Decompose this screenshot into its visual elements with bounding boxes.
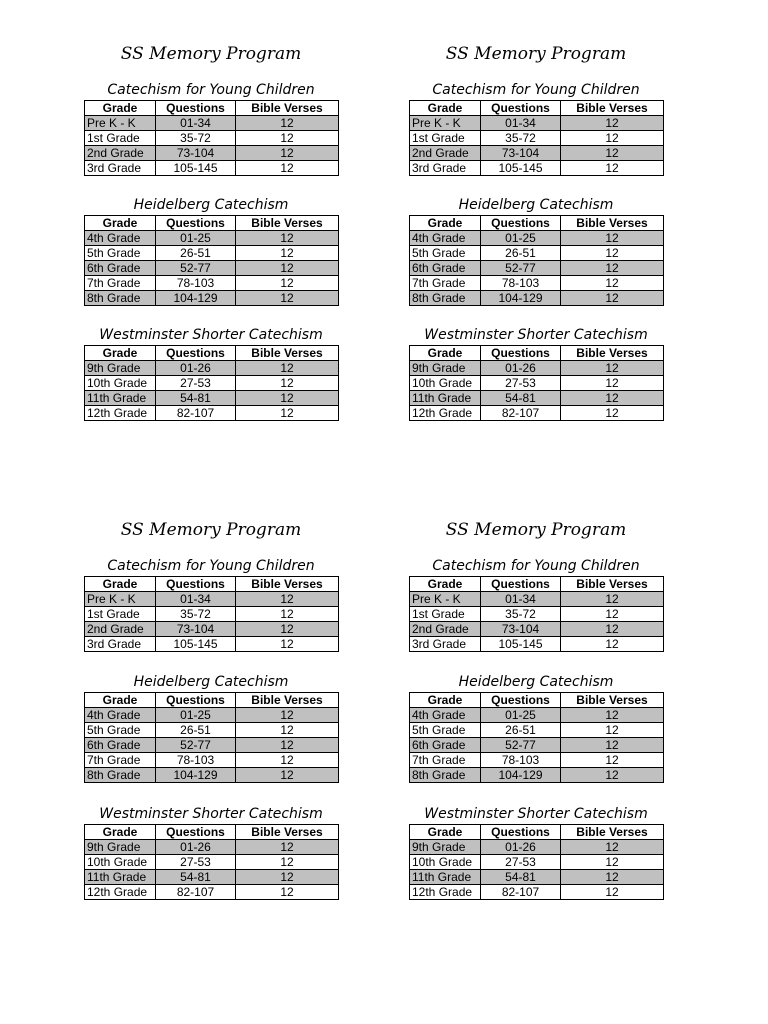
table-row bbox=[85, 391, 339, 406]
grade-cell: 4th Grade bbox=[410, 231, 481, 246]
questions-cell: 01-34 bbox=[481, 116, 561, 131]
questions-cell: 54-81 bbox=[481, 391, 561, 406]
header-grade: Grade bbox=[85, 825, 156, 840]
grade-cell: 5th Grade bbox=[410, 723, 481, 738]
header-grade: Grade bbox=[85, 346, 156, 361]
grade-cell: 1st Grade bbox=[85, 607, 156, 622]
verses-cell: 12 bbox=[561, 855, 664, 870]
questions-cell: 78-103 bbox=[481, 276, 561, 291]
verses-cell: 12 bbox=[236, 840, 339, 855]
header-questions: Questions bbox=[481, 346, 561, 361]
table-row bbox=[410, 376, 664, 391]
table-row bbox=[85, 637, 339, 652]
verses-cell: 12 bbox=[236, 116, 339, 131]
card-title: SS Memory Program bbox=[120, 44, 302, 64]
header-questions: Questions bbox=[481, 693, 561, 708]
questions-cell: 35-72 bbox=[156, 607, 236, 622]
table-row bbox=[85, 231, 339, 246]
verses-cell: 12 bbox=[236, 723, 339, 738]
grade-cell: 3rd Grade bbox=[410, 161, 481, 176]
table-header-row bbox=[85, 577, 339, 592]
header-grade: Grade bbox=[410, 693, 481, 708]
questions-cell: 105-145 bbox=[156, 161, 236, 176]
verses-cell: 12 bbox=[236, 161, 339, 176]
table-row bbox=[85, 840, 339, 855]
catechism-table bbox=[409, 824, 664, 900]
catechism-table bbox=[84, 824, 339, 900]
header-questions: Questions bbox=[481, 101, 561, 116]
grade-cell: 11th Grade bbox=[85, 391, 156, 406]
section-title: Catechism for Young Children bbox=[432, 82, 640, 98]
table-row bbox=[85, 753, 339, 768]
table-row bbox=[410, 708, 664, 723]
header-bible-verses: Bible Verses bbox=[236, 346, 339, 361]
catechism-section bbox=[84, 325, 338, 421]
verses-cell: 12 bbox=[561, 391, 664, 406]
section-title: Westminster Shorter Catechism bbox=[424, 327, 648, 343]
table-header-row bbox=[85, 346, 339, 361]
questions-cell: 01-26 bbox=[156, 361, 236, 376]
grade-cell: 7th Grade bbox=[85, 276, 156, 291]
table-row bbox=[410, 246, 664, 261]
grade-cell: 2nd Grade bbox=[85, 622, 156, 637]
questions-cell: 01-25 bbox=[156, 708, 236, 723]
questions-cell: 26-51 bbox=[481, 723, 561, 738]
grade-cell: 10th Grade bbox=[410, 855, 481, 870]
table-row bbox=[85, 768, 339, 783]
catechism-table bbox=[84, 692, 339, 783]
questions-cell: 54-81 bbox=[156, 391, 236, 406]
header-questions: Questions bbox=[481, 577, 561, 592]
verses-cell: 12 bbox=[236, 376, 339, 391]
header-bible-verses: Bible Verses bbox=[561, 216, 664, 231]
table-row bbox=[410, 231, 664, 246]
questions-cell: 27-53 bbox=[481, 376, 561, 391]
questions-cell: 78-103 bbox=[156, 753, 236, 768]
catechism-section bbox=[84, 195, 338, 306]
grade-cell: 3rd Grade bbox=[85, 637, 156, 652]
table-row bbox=[85, 116, 339, 131]
header-bible-verses: Bible Verses bbox=[236, 101, 339, 116]
questions-cell: 73-104 bbox=[481, 146, 561, 161]
table-row bbox=[85, 607, 339, 622]
table-row bbox=[410, 885, 664, 900]
verses-cell: 12 bbox=[561, 840, 664, 855]
table-row bbox=[85, 622, 339, 637]
verses-cell: 12 bbox=[561, 231, 664, 246]
questions-cell: 104-129 bbox=[481, 768, 561, 783]
grade-cell: Pre K - K bbox=[410, 116, 481, 131]
grade-cell: 9th Grade bbox=[410, 361, 481, 376]
header-grade: Grade bbox=[410, 577, 481, 592]
verses-cell: 12 bbox=[236, 708, 339, 723]
grade-cell: 2nd Grade bbox=[410, 146, 481, 161]
questions-cell: 52-77 bbox=[156, 738, 236, 753]
card-title: SS Memory Program bbox=[120, 520, 302, 540]
questions-cell: 26-51 bbox=[156, 246, 236, 261]
grade-cell: 3rd Grade bbox=[410, 637, 481, 652]
header-questions: Questions bbox=[481, 825, 561, 840]
header-questions: Questions bbox=[156, 101, 236, 116]
questions-cell: 01-26 bbox=[156, 840, 236, 855]
header-bible-verses: Bible Verses bbox=[561, 825, 664, 840]
table-row bbox=[410, 840, 664, 855]
questions-cell: 52-77 bbox=[481, 738, 561, 753]
section-title: Heidelberg Catechism bbox=[458, 674, 614, 690]
header-bible-verses: Bible Verses bbox=[236, 577, 339, 592]
section-title: Westminster Shorter Catechism bbox=[99, 806, 323, 822]
verses-cell: 12 bbox=[236, 622, 339, 637]
table-row bbox=[85, 406, 339, 421]
questions-cell: 35-72 bbox=[481, 131, 561, 146]
catechism-table bbox=[409, 100, 664, 176]
verses-cell: 12 bbox=[561, 622, 664, 637]
verses-cell: 12 bbox=[236, 361, 339, 376]
verses-cell: 12 bbox=[561, 738, 664, 753]
questions-cell: 82-107 bbox=[481, 406, 561, 421]
grade-cell: 6th Grade bbox=[85, 261, 156, 276]
grade-cell: 11th Grade bbox=[85, 870, 156, 885]
questions-cell: 01-34 bbox=[156, 592, 236, 607]
table-row bbox=[410, 406, 664, 421]
questions-cell: 01-26 bbox=[481, 361, 561, 376]
grade-cell: 2nd Grade bbox=[410, 622, 481, 637]
grade-cell: 1st Grade bbox=[85, 131, 156, 146]
verses-cell: 12 bbox=[236, 131, 339, 146]
table-row bbox=[85, 261, 339, 276]
questions-cell: 52-77 bbox=[481, 261, 561, 276]
questions-cell: 78-103 bbox=[481, 753, 561, 768]
grade-cell: 4th Grade bbox=[85, 708, 156, 723]
catechism-table bbox=[409, 345, 664, 421]
header-bible-verses: Bible Verses bbox=[236, 825, 339, 840]
section-title: Catechism for Young Children bbox=[107, 558, 315, 574]
header-questions: Questions bbox=[156, 346, 236, 361]
table-row bbox=[410, 637, 664, 652]
table-row bbox=[85, 131, 339, 146]
header-grade: Grade bbox=[410, 216, 481, 231]
header-grade: Grade bbox=[85, 577, 156, 592]
table-header-row bbox=[410, 693, 664, 708]
table-row bbox=[85, 855, 339, 870]
grade-cell: 8th Grade bbox=[410, 291, 481, 306]
grade-cell: 8th Grade bbox=[85, 291, 156, 306]
grade-cell: 11th Grade bbox=[410, 391, 481, 406]
verses-cell: 12 bbox=[561, 161, 664, 176]
section-title: Westminster Shorter Catechism bbox=[424, 806, 648, 822]
verses-cell: 12 bbox=[561, 146, 664, 161]
table-row bbox=[85, 246, 339, 261]
table-row bbox=[85, 276, 339, 291]
questions-cell: 52-77 bbox=[156, 261, 236, 276]
table-header-row bbox=[85, 825, 339, 840]
grade-cell: 5th Grade bbox=[85, 723, 156, 738]
header-grade: Grade bbox=[85, 216, 156, 231]
verses-cell: 12 bbox=[561, 592, 664, 607]
verses-cell: 12 bbox=[561, 723, 664, 738]
table-row bbox=[410, 131, 664, 146]
verses-cell: 12 bbox=[236, 885, 339, 900]
grade-cell: 9th Grade bbox=[85, 361, 156, 376]
verses-cell: 12 bbox=[236, 231, 339, 246]
table-header-row bbox=[410, 577, 664, 592]
questions-cell: 54-81 bbox=[481, 870, 561, 885]
grade-cell: 4th Grade bbox=[410, 708, 481, 723]
header-grade: Grade bbox=[85, 101, 156, 116]
verses-cell: 12 bbox=[561, 768, 664, 783]
questions-cell: 01-26 bbox=[481, 840, 561, 855]
header-bible-verses: Bible Verses bbox=[561, 101, 664, 116]
catechism-section bbox=[409, 80, 663, 176]
table-row bbox=[410, 870, 664, 885]
verses-cell: 12 bbox=[561, 116, 664, 131]
header-grade: Grade bbox=[410, 346, 481, 361]
questions-cell: 01-25 bbox=[481, 231, 561, 246]
table-row bbox=[410, 291, 664, 306]
grade-cell: 6th Grade bbox=[85, 738, 156, 753]
catechism-section bbox=[409, 556, 663, 652]
table-row bbox=[410, 116, 664, 131]
catechism-section bbox=[84, 672, 338, 783]
catechism-section bbox=[409, 325, 663, 421]
grade-cell: 7th Grade bbox=[410, 753, 481, 768]
grade-cell: 10th Grade bbox=[410, 376, 481, 391]
table-header-row bbox=[410, 101, 664, 116]
questions-cell: 01-25 bbox=[481, 708, 561, 723]
grade-cell: 6th Grade bbox=[410, 261, 481, 276]
header-grade: Grade bbox=[410, 101, 481, 116]
questions-cell: 73-104 bbox=[481, 622, 561, 637]
verses-cell: 12 bbox=[236, 768, 339, 783]
questions-cell: 26-51 bbox=[156, 723, 236, 738]
grade-cell: 7th Grade bbox=[85, 753, 156, 768]
verses-cell: 12 bbox=[236, 738, 339, 753]
header-questions: Questions bbox=[156, 216, 236, 231]
catechism-table bbox=[84, 215, 339, 306]
table-row bbox=[410, 738, 664, 753]
catechism-table bbox=[84, 100, 339, 176]
header-questions: Questions bbox=[481, 216, 561, 231]
questions-cell: 82-107 bbox=[156, 885, 236, 900]
questions-cell: 01-25 bbox=[156, 231, 236, 246]
catechism-section bbox=[409, 672, 663, 783]
table-row bbox=[85, 161, 339, 176]
verses-cell: 12 bbox=[561, 885, 664, 900]
table-header-row bbox=[410, 346, 664, 361]
verses-cell: 12 bbox=[561, 276, 664, 291]
catechism-section bbox=[84, 556, 338, 652]
verses-cell: 12 bbox=[236, 391, 339, 406]
verses-cell: 12 bbox=[561, 753, 664, 768]
table-row bbox=[410, 622, 664, 637]
grade-cell: 12th Grade bbox=[85, 406, 156, 421]
verses-cell: 12 bbox=[236, 855, 339, 870]
questions-cell: 01-34 bbox=[481, 592, 561, 607]
grade-cell: 12th Grade bbox=[85, 885, 156, 900]
table-row bbox=[85, 592, 339, 607]
questions-cell: 35-72 bbox=[156, 131, 236, 146]
questions-cell: 105-145 bbox=[481, 161, 561, 176]
verses-cell: 12 bbox=[561, 607, 664, 622]
questions-cell: 27-53 bbox=[156, 855, 236, 870]
catechism-section bbox=[84, 804, 338, 900]
header-questions: Questions bbox=[156, 825, 236, 840]
questions-cell: 104-129 bbox=[156, 768, 236, 783]
catechism-section bbox=[409, 195, 663, 306]
grade-cell: 5th Grade bbox=[410, 246, 481, 261]
verses-cell: 12 bbox=[236, 753, 339, 768]
section-title: Heidelberg Catechism bbox=[133, 197, 289, 213]
catechism-table bbox=[409, 215, 664, 306]
section-title: Catechism for Young Children bbox=[107, 82, 315, 98]
verses-cell: 12 bbox=[236, 870, 339, 885]
table-row bbox=[410, 592, 664, 607]
header-bible-verses: Bible Verses bbox=[236, 693, 339, 708]
table-row bbox=[410, 146, 664, 161]
table-row bbox=[85, 885, 339, 900]
table-row bbox=[410, 261, 664, 276]
header-bible-verses: Bible Verses bbox=[236, 216, 339, 231]
questions-cell: 26-51 bbox=[481, 246, 561, 261]
questions-cell: 78-103 bbox=[156, 276, 236, 291]
table-row bbox=[85, 376, 339, 391]
verses-cell: 12 bbox=[561, 291, 664, 306]
verses-cell: 12 bbox=[236, 592, 339, 607]
verses-cell: 12 bbox=[561, 406, 664, 421]
questions-cell: 104-129 bbox=[156, 291, 236, 306]
table-row bbox=[85, 870, 339, 885]
grade-cell: 4th Grade bbox=[85, 231, 156, 246]
questions-cell: 105-145 bbox=[481, 637, 561, 652]
table-row bbox=[85, 361, 339, 376]
catechism-table bbox=[409, 576, 664, 652]
verses-cell: 12 bbox=[236, 637, 339, 652]
header-questions: Questions bbox=[156, 693, 236, 708]
verses-cell: 12 bbox=[236, 607, 339, 622]
header-bible-verses: Bible Verses bbox=[561, 346, 664, 361]
table-row bbox=[410, 161, 664, 176]
grade-cell: 11th Grade bbox=[410, 870, 481, 885]
table-header-row bbox=[85, 101, 339, 116]
section-title: Heidelberg Catechism bbox=[458, 197, 614, 213]
grade-cell: 12th Grade bbox=[410, 406, 481, 421]
table-row bbox=[410, 391, 664, 406]
table-row bbox=[410, 607, 664, 622]
section-title: Heidelberg Catechism bbox=[133, 674, 289, 690]
verses-cell: 12 bbox=[236, 291, 339, 306]
grade-cell: 1st Grade bbox=[410, 607, 481, 622]
header-bible-verses: Bible Verses bbox=[561, 577, 664, 592]
grade-cell: Pre K - K bbox=[85, 592, 156, 607]
catechism-table bbox=[84, 345, 339, 421]
catechism-section bbox=[84, 80, 338, 176]
grade-cell: 10th Grade bbox=[85, 855, 156, 870]
verses-cell: 12 bbox=[236, 146, 339, 161]
verses-cell: 12 bbox=[561, 361, 664, 376]
verses-cell: 12 bbox=[561, 131, 664, 146]
header-questions: Questions bbox=[156, 577, 236, 592]
verses-cell: 12 bbox=[561, 637, 664, 652]
grade-cell: 7th Grade bbox=[410, 276, 481, 291]
table-row bbox=[410, 855, 664, 870]
header-grade: Grade bbox=[85, 693, 156, 708]
table-row bbox=[85, 723, 339, 738]
table-row bbox=[85, 708, 339, 723]
grade-cell: 10th Grade bbox=[85, 376, 156, 391]
questions-cell: 104-129 bbox=[481, 291, 561, 306]
verses-cell: 12 bbox=[561, 870, 664, 885]
questions-cell: 35-72 bbox=[481, 607, 561, 622]
table-row bbox=[410, 361, 664, 376]
grade-cell: 3rd Grade bbox=[85, 161, 156, 176]
table-row bbox=[85, 291, 339, 306]
grade-cell: 2nd Grade bbox=[85, 146, 156, 161]
table-row bbox=[410, 768, 664, 783]
verses-cell: 12 bbox=[561, 376, 664, 391]
catechism-section bbox=[409, 804, 663, 900]
header-grade: Grade bbox=[410, 825, 481, 840]
catechism-table bbox=[409, 692, 664, 783]
table-row bbox=[85, 738, 339, 753]
grade-cell: Pre K - K bbox=[85, 116, 156, 131]
grade-cell: 12th Grade bbox=[410, 885, 481, 900]
table-row bbox=[410, 753, 664, 768]
card-title: SS Memory Program bbox=[445, 44, 627, 64]
questions-cell: 73-104 bbox=[156, 622, 236, 637]
card-title: SS Memory Program bbox=[445, 520, 627, 540]
questions-cell: 73-104 bbox=[156, 146, 236, 161]
grade-cell: 8th Grade bbox=[85, 768, 156, 783]
questions-cell: 82-107 bbox=[481, 885, 561, 900]
verses-cell: 12 bbox=[561, 708, 664, 723]
grade-cell: 9th Grade bbox=[85, 840, 156, 855]
table-row bbox=[410, 723, 664, 738]
catechism-table bbox=[84, 576, 339, 652]
section-title: Westminster Shorter Catechism bbox=[99, 327, 323, 343]
grade-cell: Pre K - K bbox=[410, 592, 481, 607]
verses-cell: 12 bbox=[236, 276, 339, 291]
table-header-row bbox=[410, 216, 664, 231]
verses-cell: 12 bbox=[236, 261, 339, 276]
table-row bbox=[410, 276, 664, 291]
questions-cell: 54-81 bbox=[156, 870, 236, 885]
section-title: Catechism for Young Children bbox=[432, 558, 640, 574]
grade-cell: 9th Grade bbox=[410, 840, 481, 855]
table-header-row bbox=[85, 693, 339, 708]
grade-cell: 8th Grade bbox=[410, 768, 481, 783]
questions-cell: 105-145 bbox=[156, 637, 236, 652]
grade-cell: 5th Grade bbox=[85, 246, 156, 261]
table-row bbox=[85, 146, 339, 161]
verses-cell: 12 bbox=[236, 246, 339, 261]
table-header-row bbox=[410, 825, 664, 840]
verses-cell: 12 bbox=[236, 406, 339, 421]
grade-cell: 6th Grade bbox=[410, 738, 481, 753]
questions-cell: 82-107 bbox=[156, 406, 236, 421]
verses-cell: 12 bbox=[561, 261, 664, 276]
questions-cell: 27-53 bbox=[156, 376, 236, 391]
header-bible-verses: Bible Verses bbox=[561, 693, 664, 708]
grade-cell: 1st Grade bbox=[410, 131, 481, 146]
verses-cell: 12 bbox=[561, 246, 664, 261]
questions-cell: 01-34 bbox=[156, 116, 236, 131]
table-header-row bbox=[85, 216, 339, 231]
questions-cell: 27-53 bbox=[481, 855, 561, 870]
